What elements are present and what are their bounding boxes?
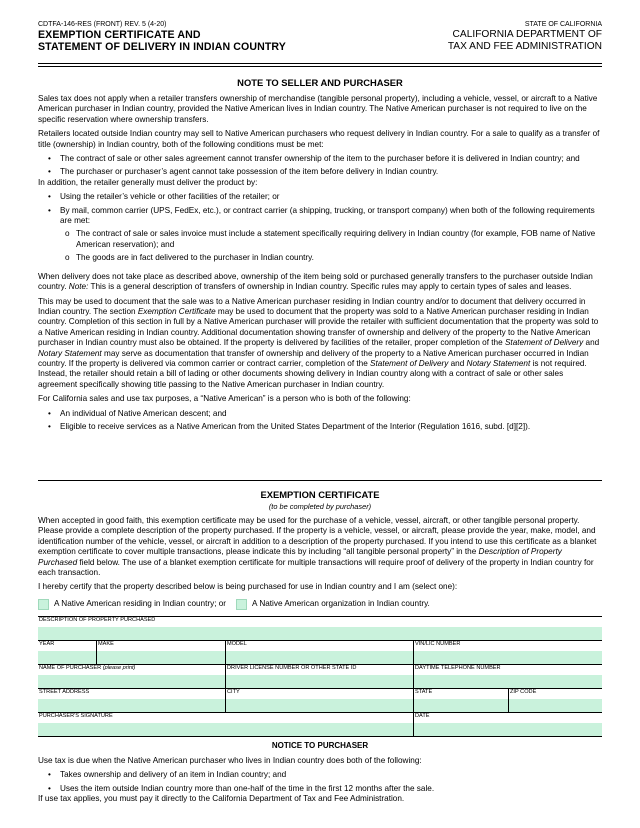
note-paragraph-6: For California sales and use tax purposes, a “Native American” is a person who is both of the following:	[38, 394, 411, 404]
section-divider	[38, 480, 602, 481]
p5-italic: Statement of Delivery	[504, 338, 584, 348]
definition-item: • Eligible to receive services as a Native American from the United States Department of the Interior (Regulation 1616, subd. [d][2]).	[38, 422, 602, 432]
model-input[interactable]	[226, 651, 413, 664]
make-label: MAKE	[98, 641, 114, 647]
note-p4-text: When delivery does not take place as described above, ownership of the item being sold or purchased generally transfers to the purchaser outside Indian country.	[38, 271, 593, 292]
license-label: DRIVER LICENSE NUMBER OR OTHER STATE ID	[227, 665, 357, 671]
p5-italic: Notary Statement	[38, 348, 102, 358]
definition-list	[38, 409, 602, 433]
note-paragraph-5	[38, 297, 602, 391]
vin-input[interactable]	[414, 651, 602, 664]
year-input[interactable]	[38, 651, 96, 664]
sub-requirement-item: o The contract of sale or sales invoice must include a statement specifically requiring delivery in Indian country (for example, FOB name of Native American reservation); and	[38, 229, 602, 250]
certificate-paragraph-2: I hereby certify that the property described below is being purchased for use in Indian country and I am (select one):	[38, 582, 458, 592]
cert-text: field below. The use of a blanket exemption certificate for multiple transactions will require proof of delivery of the property in Indian country for each transaction.	[38, 557, 594, 578]
definition-item: • An individual of Native American descent; and	[38, 409, 602, 419]
zip-input[interactable]	[509, 699, 602, 712]
cert-text: When accepted in good faith, this exemption certificate may be used for the purchase of a vehicle, vessel, aircraft, or other tangible personal property. Please provide a complete description of the property purchased. If the property is a vehicle, vessel, or aircraft, please provide the year, make, model, and identification number of the vehicle, vessel, or aircraft in addition to a description of the property purchased. If you intend to use this certificate as a blanket exemption certificate to cover multiple transactions, please indicate this by including “all tangible personal property” in the	[38, 516, 597, 557]
signature-cell	[38, 713, 413, 736]
note-label: Note:	[68, 282, 89, 292]
street-label: STREET ADDRESS	[39, 689, 90, 695]
p5-text: This may be used to document that the sale was to a Native American purchaser residing in Indian country and/or to document that delivery occurred in Indian country. The section	[38, 296, 586, 316]
zip-cell	[509, 689, 602, 712]
state-input[interactable]	[414, 699, 508, 712]
city-input[interactable]	[226, 699, 413, 712]
note-paragraph-2: Retailers located outside Indian country may sell to Native American purchasers who request delivery in Indian country. For a sale to qualify as a transfer of title (ownership) in Indian country, both of the following conditions must be met:	[38, 129, 600, 149]
city-cell	[226, 689, 413, 712]
notice-item: • Uses the item outside Indian country more than one-half of the time in the first 12 months after the sale.	[38, 784, 602, 794]
p5-text: may be used to document that the property was sold to a Native American purchaser residing in Indian country. Completion of this section in full by a Native American purchaser will provide the retailer with sufficient documentation that the property was sold to a Native American residing in Indian country. Additional documentation showing transfer of ownership and delivery of the property to the Native American purchaser in Indian country must also be obtained. If the property is delivered by facilities of the retailer, proper completion of the	[38, 306, 599, 348]
p5-text: may serve as documentation that transfer of ownership and delivery of the property to a Native American purchaser occurred in Indian country. If the property is delivered via common carrier or contract carrier, completion of the	[38, 348, 589, 368]
agency-line2: TAX AND FEE ADMINISTRATION	[447, 41, 602, 52]
vin-label: VIN/LIC NUMBER	[415, 641, 461, 647]
header-divider	[38, 63, 602, 64]
p5-italic: Exemption Certificate	[137, 306, 216, 316]
notice-item: • Takes ownership and delivery of an item in Indian country; and	[38, 770, 602, 780]
delivery-list	[38, 192, 602, 226]
phone-cell	[414, 665, 602, 688]
make-cell	[97, 641, 225, 664]
condition-item: • The contract of sale or other sales agreement cannot transfer ownership of the item to the purchaser before it is delivered in Indian country; and	[38, 154, 602, 164]
note-body	[38, 94, 602, 432]
header-right	[342, 20, 602, 53]
name-label-hint: (please print)	[102, 665, 136, 671]
year-label: YEAR	[39, 641, 55, 647]
notice-list	[38, 770, 602, 794]
sub-requirements-list	[38, 229, 602, 263]
note-p4-text-2: This is a general description of transfers of ownership in Indian country. Specific rules may apply to certain types of sales and leases.	[88, 282, 572, 292]
grid-rule	[38, 736, 602, 737]
signature-input[interactable]	[38, 723, 413, 736]
signature-label: PURCHASER'S SIGNATURE	[39, 713, 113, 719]
grid-rule	[225, 641, 226, 664]
sub-requirement-item: o The goods are in fact delivered to the purchaser in Indian country.	[38, 253, 602, 263]
checkbox-organization[interactable]	[236, 599, 247, 610]
note-paragraph-3: In addition, the retailer generally must deliver the product by:	[38, 177, 258, 187]
state-cell	[414, 689, 508, 712]
agency-line1: CALIFORNIA DEPARTMENT OF	[452, 29, 602, 40]
state-label: STATE	[415, 689, 433, 695]
license-input[interactable]	[226, 675, 413, 688]
form-title-line2: STATEMENT OF DELIVERY IN INDIAN COUNTRY	[38, 41, 286, 53]
notice-heading: NOTICE TO PURCHASER	[271, 741, 369, 750]
zip-label: ZIP CODE	[510, 689, 537, 695]
phone-input[interactable]	[414, 675, 602, 688]
purchaser-name-cell	[38, 665, 225, 688]
p5-text: and	[583, 338, 600, 348]
date-input[interactable]	[414, 723, 602, 736]
certificate-paragraph-1	[38, 516, 602, 578]
grid-rule	[508, 689, 509, 712]
form-id: CDTFA-146-RES (FRONT) REV. 5 (4-20)	[38, 21, 167, 28]
certificate-body	[38, 516, 602, 593]
form-title-line1: EXEMPTION CERTIFICATE AND	[38, 29, 201, 41]
option-organization-label: A Native American organization in Indian country.	[252, 599, 430, 608]
city-label: CITY	[227, 689, 240, 695]
certificate-heading: EXEMPTION CERTIFICATE	[260, 489, 380, 500]
state-label: STATE OF CALIFORNIA	[524, 21, 602, 28]
p5-italic: Statement of Delivery	[370, 358, 449, 368]
year-cell	[38, 641, 96, 664]
street-input[interactable]	[38, 699, 225, 712]
model-label: MODEL	[227, 641, 247, 647]
option-residing-label: A Native American residing in Indian country; or	[54, 599, 227, 608]
p5-text: is not required. Instead, the retailer should retain a bill of lading or other documents showing delivery in Indian country along with a contract of sale or other sales agreement specifically showing title passing to the Native American purchaser in Indian country.	[38, 358, 587, 389]
option-residing[interactable]	[38, 598, 226, 610]
date-cell	[414, 713, 602, 736]
description-label: DESCRIPTION OF PROPERTY PURCHASED	[39, 617, 156, 623]
name-label-text: NAME OF PURCHASER	[39, 665, 103, 671]
delivery-item: • By mail, common carrier (UPS, FedEx, etc.), or contract carrier (a shipping, trucking, or transport company) when both of the following requirements are met:	[38, 206, 602, 227]
description-cell	[38, 617, 602, 640]
cert-italic: Description of Property Purchased	[38, 547, 562, 567]
description-input[interactable]	[38, 627, 602, 640]
conditions-list	[38, 154, 602, 178]
condition-item: • The purchaser or purchaser’s agent cannot take possession of the item before delivery in Indian country.	[38, 167, 602, 177]
delivery-item: • Using the retailer’s vehicle or other facilities of the retailer; or	[38, 192, 602, 202]
notice-body	[38, 756, 602, 805]
make-input[interactable]	[97, 651, 225, 664]
note-paragraph-1: Sales tax does not apply when a retailer transfers ownership of merchandise (tangible personal property), including a vehicle, vessel, or aircraft to a Native American purchaser in Indian country, provided the Native American lives in Indian country. The Native American purchaser is not required to live on the specific reservation where ownership transfers.	[38, 94, 598, 124]
model-cell	[226, 641, 413, 664]
date-label: DATE	[415, 713, 430, 719]
header-divider-2	[38, 66, 602, 67]
p5-text: and	[448, 358, 467, 368]
street-cell	[38, 689, 225, 712]
note-paragraph-4	[38, 272, 602, 293]
p5-italic: Notary Statement	[466, 358, 531, 368]
checkbox-residing[interactable]	[38, 599, 49, 610]
option-organization[interactable]	[236, 598, 430, 610]
vin-cell	[414, 641, 602, 664]
notice-paragraph-2: If use tax applies, you must pay it directly to the California Department of Tax and Fee Administration.	[38, 794, 405, 804]
certificate-subheading: (to be completed by purchaser)	[268, 502, 372, 511]
note-heading: NOTE TO SELLER AND PURCHASER	[237, 77, 403, 88]
grid-rule	[96, 641, 97, 664]
purchaser-name-input[interactable]	[38, 675, 225, 688]
notice-paragraph-1: Use tax is due when the Native American purchaser who lives in Indian country does both of the following:	[38, 756, 422, 765]
purchaser-type-options	[38, 598, 602, 610]
license-cell	[226, 665, 413, 688]
phone-label: DAYTIME TELEPHONE NUMBER	[415, 665, 501, 671]
purchaser-name-label	[38, 665, 225, 672]
